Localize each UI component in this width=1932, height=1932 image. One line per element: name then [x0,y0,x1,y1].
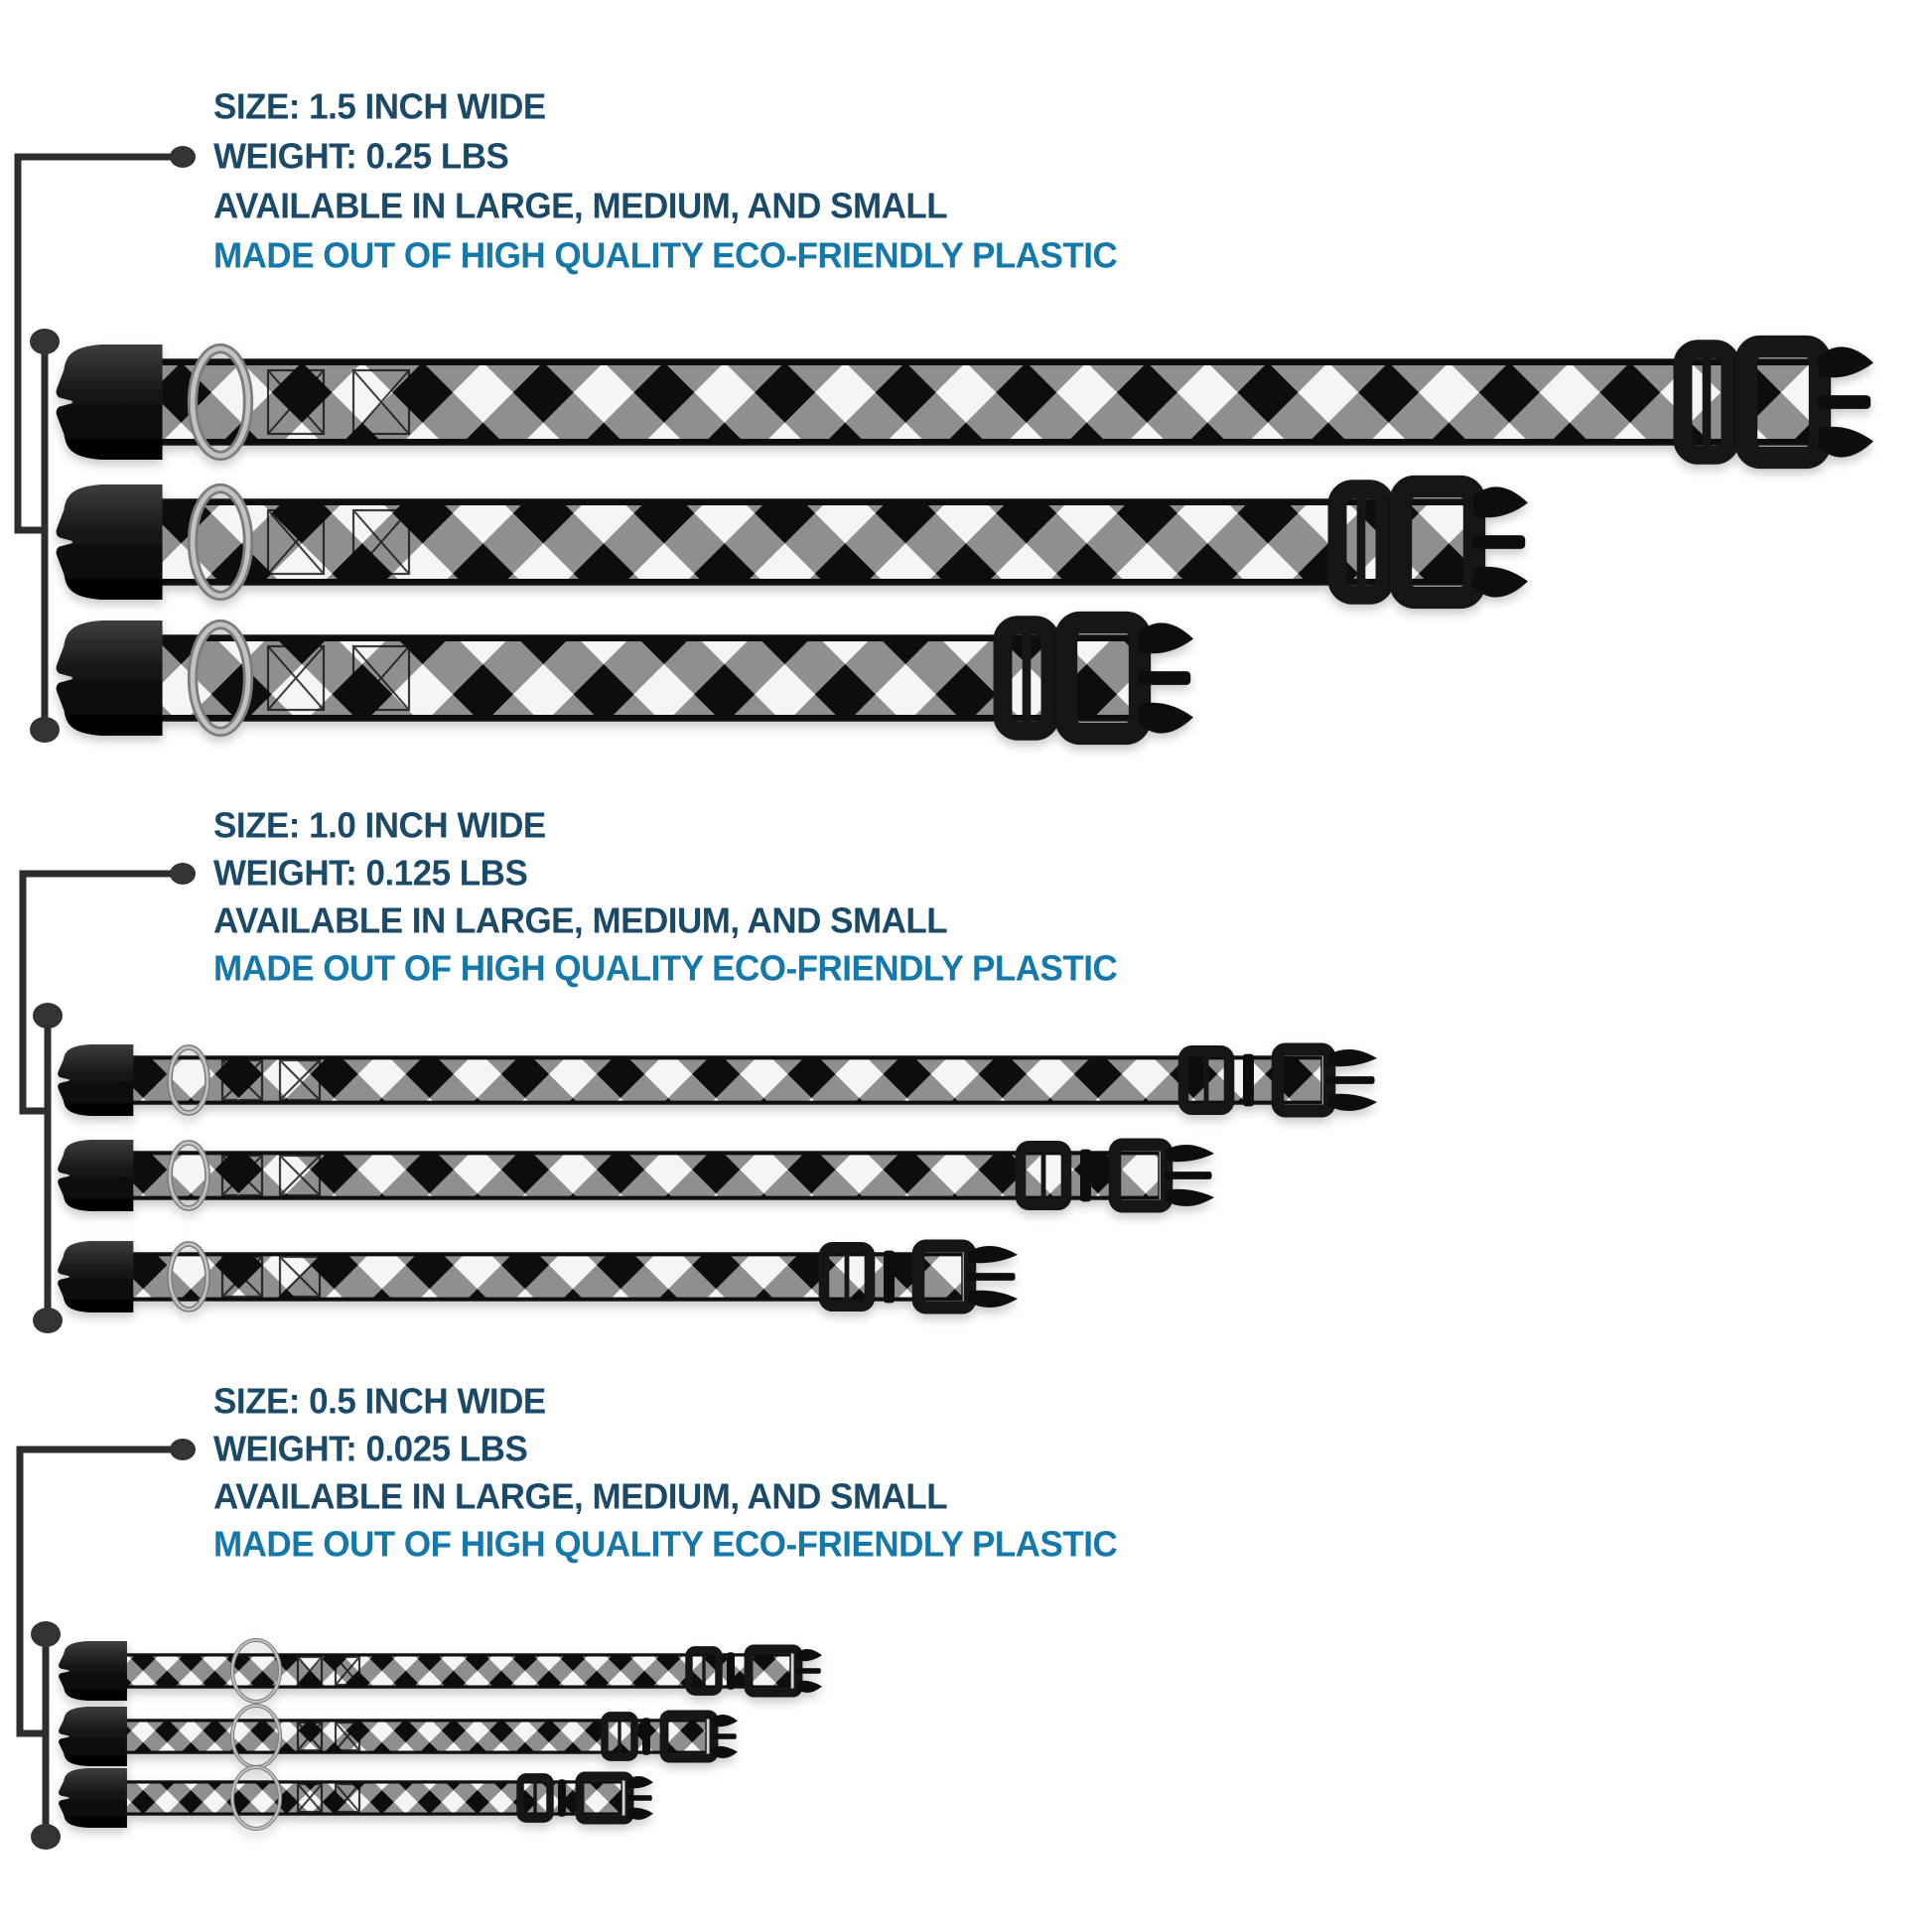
collar-1-5in-medium [57,484,1528,600]
spec-size-1-0: SIZE: 1.0 INCH WIDE [213,805,546,846]
spec-weight-1-0: WEIGHT: 0.125 LBS [213,853,528,894]
spec-material-1-5: MADE OUT OF HIGH QUALITY ECO-FRIENDLY PLASTIC [213,235,1118,276]
spec-material-0-5: MADE OUT OF HIGH QUALITY ECO-FRIENDLY PLASTIC [213,1524,1118,1565]
spec-material-1-0: MADE OUT OF HIGH QUALITY ECO-FRIENDLY PLASTIC [213,948,1118,989]
collar-1-5in-large [57,345,1873,460]
spec-availability-1-5: AVAILABLE IN LARGE, MEDIUM, AND SMALL [213,186,948,226]
spec-weight-0-5: WEIGHT: 0.025 LBS [213,1429,528,1469]
collar-1-0in-large [58,1044,1377,1116]
spec-availability-1-0: AVAILABLE IN LARGE, MEDIUM, AND SMALL [213,900,948,941]
spec-size-0-5: SIZE: 0.5 INCH WIDE [213,1381,546,1422]
spec-size-1-5: SIZE: 1.5 INCH WIDE [213,86,546,127]
spec-availability-0-5: AVAILABLE IN LARGE, MEDIUM, AND SMALL [213,1476,948,1517]
collar-1-0in-small [58,1241,1018,1312]
collar-1-5in-small [57,621,1193,736]
collar-1-0in-medium [58,1140,1214,1211]
collar-0-5in-small [59,1767,653,1829]
spec-weight-1-5: WEIGHT: 0.25 LBS [213,136,509,177]
collar-0-5in-large [59,1640,822,1702]
collar-0-5in-medium [59,1706,738,1767]
